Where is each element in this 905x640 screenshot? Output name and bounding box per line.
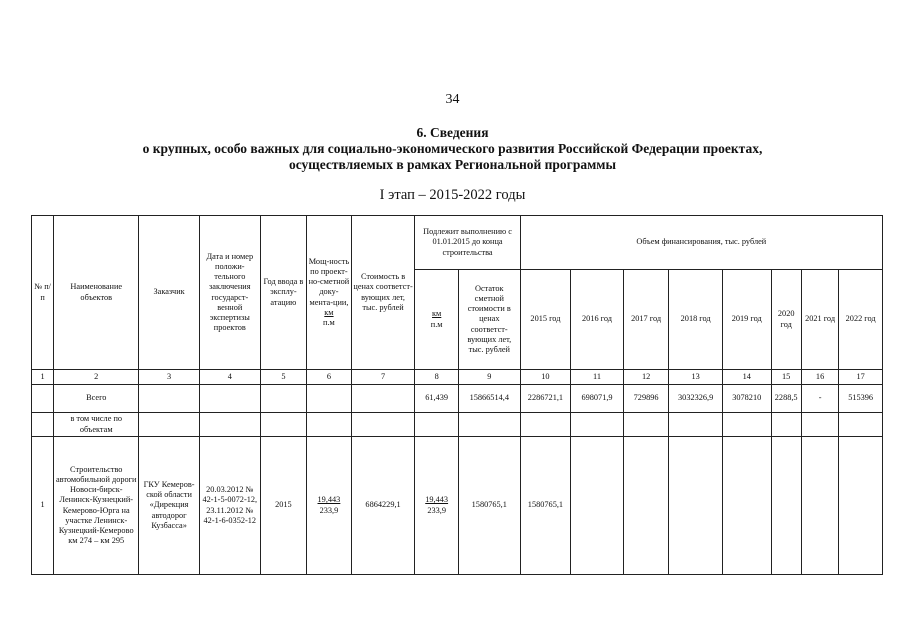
header-remaining-km-bottom: п.м <box>430 319 443 329</box>
row-capacity <box>307 437 352 575</box>
col-number: 5 <box>260 370 307 385</box>
header-remaining-cost: Остаток сметной стоимости в ценах соответст-вующих лет, тыс. рублей <box>458 270 520 370</box>
row-funding-2021 <box>801 437 838 575</box>
col-number: 9 <box>458 370 520 385</box>
header-customer: Заказчик <box>139 216 200 370</box>
header-cost: Стоимость в ценах соответст-вующих лет, тыс. рублей <box>351 216 415 370</box>
header-num: № п/п <box>32 216 54 370</box>
header-year-2015: 2015 год <box>520 270 571 370</box>
row-funding-2022 <box>839 437 883 575</box>
header-capacity-km: км <box>324 307 334 317</box>
col-number: 8 <box>415 370 459 385</box>
header-year-2022: 2022 год <box>839 270 883 370</box>
col-number: 7 <box>351 370 415 385</box>
header-year: Год ввода в эксплу-атацию <box>260 216 307 370</box>
subtotal-label: в том числе по объектам <box>54 413 139 437</box>
total-label: Всего <box>54 385 139 413</box>
header-year-2019: 2019 год <box>722 270 771 370</box>
total-funding-2022: 515396 <box>839 385 883 413</box>
total-funding-2017: 729896 <box>623 385 669 413</box>
header-year-2016: 2016 год <box>571 270 624 370</box>
header-funding-group: Объем финансирования, тыс. рублей <box>520 216 882 270</box>
col-number: 3 <box>139 370 200 385</box>
total-remaining: 15866514,4 <box>458 385 520 413</box>
row-object-name: Строительство автомобильной дороги Новоси-бирск-Ленинск-Кузнецкий-Кемерово-Юрга на участке Ленинск-Кузнецкий-Кемерово км 274 – км 295 <box>54 437 139 575</box>
row-capacity-km: 19,443 <box>317 495 341 505</box>
row-customer: ГКУ Кемеров-ской области «Дирекция автодорог Кузбасса» <box>139 437 200 575</box>
row-funding-2017 <box>623 437 669 575</box>
title-line-1: 6. Сведения <box>416 125 489 140</box>
header-expertise: Дата и номер положи-тельного заключения государст-венной экспертизы проектов <box>199 216 260 370</box>
col-number: 12 <box>623 370 669 385</box>
subtotal-row <box>32 413 883 437</box>
row-funding-2015: 1580765,1 <box>520 437 571 575</box>
col-number: 14 <box>722 370 771 385</box>
row-remaining-km: 19,443 <box>425 495 449 505</box>
col-number: 13 <box>669 370 723 385</box>
total-km: 61,439 <box>415 385 459 413</box>
total-funding-2019: 3078210 <box>722 385 771 413</box>
total-funding-2021: - <box>801 385 838 413</box>
col-number: 4 <box>199 370 260 385</box>
title-line-2: о крупных, особо важных для социально-экономического развития Российской Федерации проектах, <box>142 141 763 156</box>
row-funding-2020 <box>771 437 801 575</box>
row-year: 2015 <box>260 437 307 575</box>
header-year-2018: 2018 год <box>669 270 723 370</box>
col-number: 11 <box>571 370 624 385</box>
column-number-row <box>32 370 883 385</box>
document-title <box>0 125 905 173</box>
header-name: Наименование объектов <box>54 216 139 370</box>
header-year-2020: 2020 год <box>771 270 801 370</box>
row-expertise: 20.03.2012 № 42-1-5-0072-12, 23.11.2012 № 42-1-6-0352-12 <box>199 437 260 575</box>
title-line-3: осуществляемых в рамках Региональной программы <box>288 157 617 172</box>
col-number: 10 <box>520 370 571 385</box>
row-remaining-pm: 233,9 <box>427 505 446 515</box>
header-year-2021: 2021 год <box>801 270 838 370</box>
col-number: 17 <box>839 370 883 385</box>
row-remaining-cost: 1580765,1 <box>458 437 520 575</box>
header-remaining-km-top: км <box>432 309 442 319</box>
col-number: 1 <box>32 370 54 385</box>
stage-subtitle: I этап – 2015-2022 годы <box>379 187 526 203</box>
total-funding-2018: 3032326,9 <box>669 385 723 413</box>
row-capacity-pm: 233,9 <box>319 505 339 515</box>
header-capacity-pm: п.м <box>323 318 335 327</box>
col-number: 2 <box>54 370 139 385</box>
projects-table <box>31 215 883 575</box>
row-funding-2018 <box>669 437 723 575</box>
row-cost: 6864229,1 <box>351 437 415 575</box>
total-funding-2016: 698071,9 <box>571 385 624 413</box>
total-funding-2015: 2286721,1 <box>520 385 571 413</box>
total-row <box>32 385 883 413</box>
col-number: 16 <box>801 370 838 385</box>
row-funding-2016 <box>571 437 624 575</box>
total-funding-2020: 2288,5 <box>771 385 801 413</box>
col-number: 6 <box>307 370 352 385</box>
row-funding-2019 <box>722 437 771 575</box>
header-capacity <box>307 216 352 370</box>
header-row-1 <box>32 216 883 270</box>
header-remaining-group: Подлежит выполнению с 01.01.2015 до конца строительства <box>415 216 520 270</box>
page-number: 34 <box>445 92 460 107</box>
row-remaining <box>415 437 459 575</box>
row-num: 1 <box>32 437 54 575</box>
table-row <box>32 437 883 575</box>
header-capacity-text: Мощ-ность по проект-но-сметной доку-мента-ции, <box>308 256 350 307</box>
col-number: 15 <box>771 370 801 385</box>
header-remaining-km <box>415 270 459 370</box>
header-year-2017: 2017 год <box>623 270 669 370</box>
